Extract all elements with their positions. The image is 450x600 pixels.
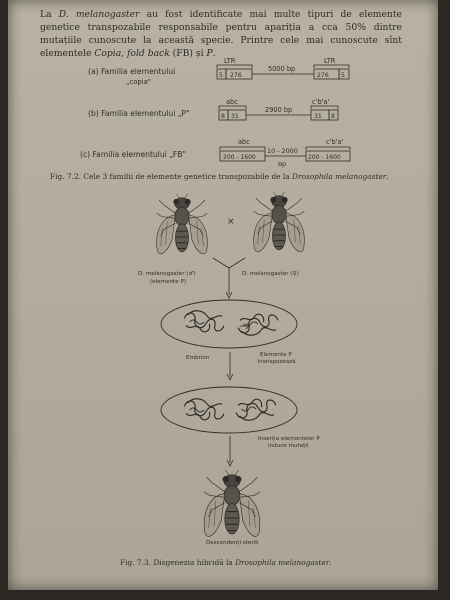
elements-label-1: Elemente P (260, 352, 292, 358)
female-label: D. melanogaster (♀) (242, 271, 299, 277)
figure-7-3-diagram (8, 0, 438, 600)
caption-text: . (329, 558, 332, 567)
text-run: , (121, 48, 128, 59)
text-run: (FB) și (169, 48, 207, 59)
ltr-left-label: LTR (224, 57, 236, 65)
text-run: au fost identificate mai multe tipuri de elemente genetice transpozabile responsabile pentru apariția a cca 50% dintre mutațiile cunoscute la această specie. Printre cele mai cunoscute sînt elementele (40, 9, 402, 59)
female-fly (254, 192, 305, 252)
box-label: 8 (221, 113, 225, 120)
caption-text: Fig. 7.2. Cele 3 familii de elemente genetice transpozabile de la (50, 172, 293, 181)
length-label: 5000 bp (268, 65, 296, 73)
insertion-label-1: Inserția elementelor P (258, 436, 320, 442)
offspring-label: Descendenți sterili (206, 540, 259, 546)
cross-line-left (213, 258, 229, 268)
figure-7-3-caption (120, 558, 332, 567)
book-page (8, 0, 438, 590)
box-label: 200 - 1600 (308, 154, 341, 161)
text-run: La (40, 9, 59, 20)
chromosomes-right (238, 314, 278, 335)
length-unit: bp (278, 160, 287, 168)
male-sublabel: (elemente P) (150, 279, 187, 285)
box-label: 5 (219, 72, 223, 79)
chromosomes-left (184, 399, 224, 420)
row-label: (a) Familia elementului (88, 67, 176, 76)
chromosomes-right (236, 399, 276, 420)
ltr-right-label: LTR (324, 57, 336, 65)
embryo-label: Embrion (186, 355, 210, 361)
text-run: . (212, 48, 216, 59)
length-label: 10 - 2000 (267, 147, 298, 155)
repeat-left-label: abc (226, 98, 238, 106)
repeat-left-label: abc (238, 138, 250, 146)
chromosomes-left (184, 311, 224, 332)
caption-text: . (386, 172, 389, 181)
row-label: (c) Familia elementului „FB" (80, 150, 186, 159)
element-name-p: P (206, 48, 213, 59)
box-label: 31 (231, 113, 239, 120)
box-label: 31 (314, 113, 322, 120)
row-label: (b) Familia elementului „P" (88, 109, 190, 118)
box-label: 276 (317, 72, 329, 79)
embryo-outline-2 (161, 387, 297, 433)
cross-symbol: × (227, 217, 235, 227)
insertion-label-2: induce mutații (268, 443, 309, 449)
element-name-foldback: fold back (127, 48, 170, 59)
box-label: 276 (230, 72, 242, 79)
element-name-copia: Copia (94, 48, 122, 59)
box-label: 5 (341, 72, 345, 79)
caption-species: Drosophila melanogaster (292, 172, 387, 181)
box-label: 8 (331, 113, 335, 120)
embryo-outline (161, 300, 297, 348)
male-label: D. melanogaster (♂) (138, 271, 196, 277)
transposition-arrow (240, 323, 249, 329)
repeat-right-label: c'b'a' (312, 98, 330, 106)
cross-line-right (229, 258, 245, 268)
row-sublabel: „copia" (126, 78, 151, 86)
species-name: D. melanogaster (58, 9, 140, 20)
caption-species: Drosophila melanogaster (235, 558, 330, 567)
caption-text: Fig. 7.3. Disgenezia hibridă la (120, 558, 236, 567)
length-label: 2900 bp (265, 106, 293, 114)
box-label: 200 - 1600 (223, 154, 256, 161)
offspring-fly (204, 470, 260, 536)
elements-label-2: transpozează (258, 359, 296, 365)
male-fly (157, 194, 208, 254)
repeat-right-label: c'b'a' (326, 138, 344, 146)
